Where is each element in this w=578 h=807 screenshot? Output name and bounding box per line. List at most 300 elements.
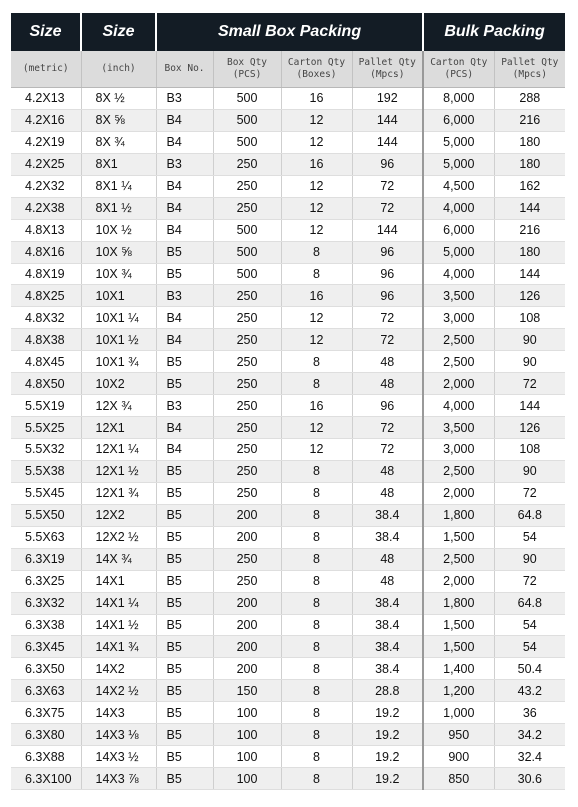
table-row: [11, 636, 565, 658]
carton-qty-cell: 16: [281, 153, 352, 175]
pallet-qty-bulk-cell: 126: [494, 285, 565, 307]
box-qty-cell: 500: [213, 131, 281, 153]
pallet-qty-bulk-cell: 43.2: [494, 680, 565, 702]
box-no-cell: B4: [156, 197, 213, 219]
pallet-qty-small-cell: 72: [352, 439, 423, 461]
pallet-qty-small-cell: 38.4: [352, 658, 423, 680]
box-no-cell: B3: [156, 153, 213, 175]
size-metric-cell: 5.5X38: [11, 460, 81, 482]
carton-qty-cell: 12: [281, 439, 352, 461]
carton-qty-cell: 12: [281, 109, 352, 131]
table-row: [11, 263, 565, 285]
box-no-cell: B5: [156, 548, 213, 570]
size-inch-cell: 12X1 ¾: [81, 482, 156, 504]
carton-qty-bulk-cell: 5,000: [423, 153, 494, 175]
size-metric-cell: 4.8X38: [11, 329, 81, 351]
size-metric-cell: 4.8X16: [11, 241, 81, 263]
box-no-cell: B3: [156, 285, 213, 307]
pallet-qty-small-cell: 96: [352, 285, 423, 307]
pallet-qty-bulk-cell: 36: [494, 702, 565, 724]
header-size-metric: Size: [11, 13, 81, 51]
carton-qty-cell: 16: [281, 285, 352, 307]
carton-qty-cell: 8: [281, 482, 352, 504]
box-qty-cell: 200: [213, 636, 281, 658]
box-no-cell: B5: [156, 263, 213, 285]
box-no-cell: B5: [156, 746, 213, 768]
table-row: [11, 395, 565, 417]
size-inch-cell: 12X1 ½: [81, 460, 156, 482]
carton-qty-cell: 8: [281, 680, 352, 702]
pallet-qty-bulk-cell: 180: [494, 153, 565, 175]
box-no-cell: B5: [156, 768, 213, 790]
box-qty-cell: 250: [213, 351, 281, 373]
carton-qty-bulk-cell: 900: [423, 746, 494, 768]
carton-qty-cell: 8: [281, 351, 352, 373]
box-qty-cell: 500: [213, 241, 281, 263]
carton-qty-bulk-cell: 6,000: [423, 109, 494, 131]
box-qty-cell: 500: [213, 219, 281, 241]
carton-qty-bulk-cell: 6,000: [423, 219, 494, 241]
subheader-carton-qty-bulk: [423, 51, 494, 88]
carton-qty-cell: 8: [281, 526, 352, 548]
pallet-qty-small-cell: 72: [352, 197, 423, 219]
carton-qty-bulk-cell: 3,000: [423, 307, 494, 329]
pallet-qty-small-cell: 19.2: [352, 746, 423, 768]
carton-qty-bulk-cell: 2,000: [423, 570, 494, 592]
box-no-cell: B5: [156, 614, 213, 636]
carton-qty-cell: 8: [281, 548, 352, 570]
pallet-qty-small-cell: 38.4: [352, 526, 423, 548]
pallet-qty-bulk-cell: 90: [494, 329, 565, 351]
size-inch-cell: 8X ½: [81, 88, 156, 110]
pallet-qty-bulk-cell: 50.4: [494, 658, 565, 680]
pallet-qty-small-cell: 38.4: [352, 614, 423, 636]
carton-qty-cell: 16: [281, 88, 352, 110]
table-row: [11, 680, 565, 702]
carton-qty-bulk-cell: 950: [423, 724, 494, 746]
carton-qty-bulk-cell: 1,000: [423, 702, 494, 724]
size-inch-cell: 8X1: [81, 153, 156, 175]
size-metric-cell: 6.3X19: [11, 548, 81, 570]
table-row: [11, 570, 565, 592]
size-metric-cell: 6.3X63: [11, 680, 81, 702]
box-no-cell: B5: [156, 724, 213, 746]
size-metric-cell: 6.3X75: [11, 702, 81, 724]
box-no-cell: B4: [156, 307, 213, 329]
box-no-cell: B4: [156, 329, 213, 351]
pallet-qty-small-cell: 38.4: [352, 504, 423, 526]
box-no-cell: B5: [156, 570, 213, 592]
box-qty-cell: 200: [213, 504, 281, 526]
pallet-qty-bulk-cell: 216: [494, 219, 565, 241]
box-qty-cell: 200: [213, 526, 281, 548]
size-metric-cell: 5.5X25: [11, 417, 81, 439]
pallet-qty-small-cell: 72: [352, 417, 423, 439]
box-no-cell: B5: [156, 351, 213, 373]
carton-qty-bulk-cell: 1,500: [423, 526, 494, 548]
carton-qty-cell: 12: [281, 307, 352, 329]
subheader-box-qty: [213, 51, 281, 88]
box-qty-cell: 150: [213, 680, 281, 702]
table-row: [11, 614, 565, 636]
carton-qty-bulk-cell: 3,500: [423, 285, 494, 307]
table-row: [11, 768, 565, 790]
carton-qty-bulk-cell: 1,500: [423, 636, 494, 658]
box-no-cell: B5: [156, 526, 213, 548]
pallet-qty-bulk-cell: 90: [494, 548, 565, 570]
pallet-qty-bulk-cell: 144: [494, 395, 565, 417]
pallet-qty-bulk-cell: 30.6: [494, 768, 565, 790]
carton-qty-bulk-cell: 4,000: [423, 263, 494, 285]
pallet-qty-bulk-cell: 54: [494, 614, 565, 636]
size-inch-cell: 12X2: [81, 504, 156, 526]
size-inch-cell: 8X ⅝: [81, 109, 156, 131]
box-no-cell: B5: [156, 373, 213, 395]
box-qty-cell: 500: [213, 109, 281, 131]
pallet-qty-bulk-cell: 54: [494, 636, 565, 658]
subheader-metric: (metric): [11, 51, 81, 88]
carton-qty-bulk-cell: 1,800: [423, 592, 494, 614]
pallet-qty-bulk-cell: 126: [494, 417, 565, 439]
box-no-cell: B5: [156, 460, 213, 482]
pallet-qty-bulk-cell: 32.4: [494, 746, 565, 768]
carton-qty-bulk-cell: 1,400: [423, 658, 494, 680]
box-no-cell: B4: [156, 417, 213, 439]
size-metric-cell: 4.2X16: [11, 109, 81, 131]
table-row: [11, 175, 565, 197]
pallet-qty-bulk-cell: 64.8: [494, 592, 565, 614]
table-row: [11, 88, 565, 110]
table-row: [11, 526, 565, 548]
subheader-pallet-qty-bulk-unit: (Mpcs): [512, 69, 547, 80]
pallet-qty-small-cell: 19.2: [352, 702, 423, 724]
box-qty-cell: 100: [213, 702, 281, 724]
carton-qty-cell: 8: [281, 241, 352, 263]
pallet-qty-bulk-cell: 144: [494, 263, 565, 285]
subheader-box-qty-unit: (PCS): [232, 69, 262, 80]
pallet-qty-small-cell: 48: [352, 548, 423, 570]
carton-qty-cell: 8: [281, 702, 352, 724]
size-metric-cell: 5.5X45: [11, 482, 81, 504]
size-metric-cell: 4.8X13: [11, 219, 81, 241]
carton-qty-bulk-cell: 2,500: [423, 351, 494, 373]
carton-qty-bulk-cell: 1,200: [423, 680, 494, 702]
carton-qty-bulk-cell: 5,000: [423, 241, 494, 263]
size-inch-cell: 10X1: [81, 285, 156, 307]
size-inch-cell: 8X1 ¼: [81, 175, 156, 197]
size-metric-cell: 4.2X38: [11, 197, 81, 219]
carton-qty-bulk-cell: 4,000: [423, 197, 494, 219]
box-qty-cell: 200: [213, 614, 281, 636]
table-row: [11, 439, 565, 461]
box-qty-cell: 250: [213, 417, 281, 439]
table-row: [11, 131, 565, 153]
box-qty-cell: 250: [213, 460, 281, 482]
carton-qty-bulk-cell: 4,500: [423, 175, 494, 197]
pallet-qty-bulk-cell: 34.2: [494, 724, 565, 746]
subheader-inch: (inch): [81, 51, 156, 88]
box-qty-cell: 250: [213, 329, 281, 351]
size-metric-cell: 5.5X32: [11, 439, 81, 461]
carton-qty-cell: 8: [281, 373, 352, 395]
size-inch-cell: 10X ½: [81, 219, 156, 241]
size-metric-cell: 6.3X100: [11, 768, 81, 790]
size-metric-cell: 6.3X45: [11, 636, 81, 658]
pallet-qty-small-cell: 96: [352, 241, 423, 263]
box-qty-cell: 250: [213, 175, 281, 197]
header-bulk-packing: Bulk Packing: [423, 13, 565, 51]
size-inch-cell: 10X1 ¾: [81, 351, 156, 373]
carton-qty-bulk-cell: 850: [423, 768, 494, 790]
pallet-qty-small-cell: 19.2: [352, 768, 423, 790]
pallet-qty-small-cell: 72: [352, 307, 423, 329]
table-row: [11, 307, 565, 329]
box-qty-cell: 100: [213, 746, 281, 768]
carton-qty-bulk-cell: 2,500: [423, 548, 494, 570]
size-inch-cell: 8X ¾: [81, 131, 156, 153]
pallet-qty-bulk-cell: 54: [494, 526, 565, 548]
packing-spec-table: [11, 13, 565, 790]
size-inch-cell: 10X2: [81, 373, 156, 395]
box-qty-cell: 250: [213, 285, 281, 307]
subheader-pallet-qty-small-label: Pallet Qty: [358, 57, 416, 68]
box-qty-cell: 500: [213, 88, 281, 110]
size-inch-cell: 12X ¾: [81, 395, 156, 417]
box-no-cell: B5: [156, 592, 213, 614]
carton-qty-cell: 8: [281, 614, 352, 636]
table-row: [11, 504, 565, 526]
subheader-carton-qty-bulk-label: Carton Qty: [430, 57, 488, 68]
table-row: [11, 702, 565, 724]
pallet-qty-bulk-cell: 216: [494, 109, 565, 131]
pallet-qty-small-cell: 72: [352, 175, 423, 197]
size-metric-cell: 6.3X38: [11, 614, 81, 636]
box-qty-cell: 500: [213, 263, 281, 285]
pallet-qty-bulk-cell: 144: [494, 197, 565, 219]
box-no-cell: B4: [156, 439, 213, 461]
pallet-qty-small-cell: 48: [352, 373, 423, 395]
table-row: [11, 329, 565, 351]
pallet-qty-bulk-cell: 90: [494, 460, 565, 482]
pallet-qty-small-cell: 96: [352, 263, 423, 285]
subheader-pallet-qty-bulk-label: Pallet Qty: [501, 57, 559, 68]
size-metric-cell: 6.3X32: [11, 592, 81, 614]
size-metric-cell: 4.8X45: [11, 351, 81, 373]
pallet-qty-bulk-cell: 90: [494, 351, 565, 373]
size-inch-cell: 12X1 ¼: [81, 439, 156, 461]
table-row: [11, 548, 565, 570]
table-row: [11, 746, 565, 768]
subheader-pallet-qty-small-unit: (Mpcs): [370, 69, 405, 80]
box-qty-cell: 100: [213, 724, 281, 746]
carton-qty-cell: 8: [281, 570, 352, 592]
carton-qty-bulk-cell: 1,500: [423, 614, 494, 636]
box-qty-cell: 250: [213, 395, 281, 417]
size-metric-cell: 4.2X25: [11, 153, 81, 175]
carton-qty-bulk-cell: 2,000: [423, 482, 494, 504]
size-inch-cell: 14X3 ⅞: [81, 768, 156, 790]
box-no-cell: B4: [156, 219, 213, 241]
table-row: [11, 658, 565, 680]
table-row: [11, 351, 565, 373]
pallet-qty-small-cell: 144: [352, 131, 423, 153]
carton-qty-bulk-cell: 2,000: [423, 373, 494, 395]
carton-qty-cell: 12: [281, 131, 352, 153]
carton-qty-cell: 12: [281, 329, 352, 351]
size-metric-cell: 6.3X25: [11, 570, 81, 592]
subheader-carton-qty: [281, 51, 352, 88]
size-metric-cell: 4.2X32: [11, 175, 81, 197]
pallet-qty-bulk-cell: 72: [494, 482, 565, 504]
pallet-qty-bulk-cell: 108: [494, 307, 565, 329]
carton-qty-cell: 8: [281, 460, 352, 482]
table-row: [11, 417, 565, 439]
table-row: [11, 109, 565, 131]
table-row: [11, 153, 565, 175]
box-no-cell: B5: [156, 658, 213, 680]
pallet-qty-bulk-cell: 72: [494, 570, 565, 592]
subheader-carton-qty-bulk-unit: (PCS): [444, 69, 474, 80]
size-metric-cell: 6.3X50: [11, 658, 81, 680]
subheader-pallet-qty-small: [352, 51, 423, 88]
carton-qty-bulk-cell: 4,000: [423, 395, 494, 417]
size-metric-cell: 5.5X50: [11, 504, 81, 526]
table-body: [11, 88, 565, 790]
table-row: [11, 219, 565, 241]
carton-qty-bulk-cell: 5,000: [423, 131, 494, 153]
pallet-qty-small-cell: 144: [352, 219, 423, 241]
size-inch-cell: 10X ¾: [81, 263, 156, 285]
table-row: [11, 241, 565, 263]
carton-qty-cell: 8: [281, 724, 352, 746]
subheader-carton-qty-label: Carton Qty: [287, 57, 346, 68]
box-qty-cell: 250: [213, 307, 281, 329]
header-row: [11, 13, 565, 51]
pallet-qty-bulk-cell: 162: [494, 175, 565, 197]
pallet-qty-small-cell: 19.2: [352, 724, 423, 746]
subheader-carton-qty-unit: (Boxes): [296, 69, 337, 80]
table-row: [11, 285, 565, 307]
carton-qty-cell: 8: [281, 658, 352, 680]
size-metric-cell: 4.2X13: [11, 88, 81, 110]
size-inch-cell: 14X3: [81, 702, 156, 724]
size-metric-cell: 4.8X19: [11, 263, 81, 285]
size-inch-cell: 8X1 ½: [81, 197, 156, 219]
box-qty-cell: 200: [213, 658, 281, 680]
pallet-qty-bulk-cell: 108: [494, 439, 565, 461]
size-inch-cell: 14X1 ¾: [81, 636, 156, 658]
table-row: [11, 197, 565, 219]
size-inch-cell: 10X ⅝: [81, 241, 156, 263]
size-inch-cell: 14X1 ½: [81, 614, 156, 636]
table-row: [11, 373, 565, 395]
size-inch-cell: 12X2 ½: [81, 526, 156, 548]
box-qty-cell: 250: [213, 373, 281, 395]
carton-qty-bulk-cell: 2,500: [423, 329, 494, 351]
size-metric-cell: 4.8X50: [11, 373, 81, 395]
size-inch-cell: 14X3 ⅛: [81, 724, 156, 746]
pallet-qty-small-cell: 96: [352, 395, 423, 417]
carton-qty-cell: 8: [281, 636, 352, 658]
pallet-qty-small-cell: 96: [352, 153, 423, 175]
size-inch-cell: 10X1 ¼: [81, 307, 156, 329]
pallet-qty-bulk-cell: 180: [494, 131, 565, 153]
size-inch-cell: 14X2: [81, 658, 156, 680]
subheader-box-no: Box No.: [156, 51, 213, 88]
pallet-qty-bulk-cell: 180: [494, 241, 565, 263]
carton-qty-cell: 12: [281, 175, 352, 197]
carton-qty-cell: 8: [281, 263, 352, 285]
subheader-row: [11, 51, 565, 88]
carton-qty-cell: 8: [281, 768, 352, 790]
size-inch-cell: 14X2 ½: [81, 680, 156, 702]
carton-qty-bulk-cell: 3,000: [423, 439, 494, 461]
carton-qty-cell: 8: [281, 504, 352, 526]
carton-qty-bulk-cell: 2,500: [423, 460, 494, 482]
table-row: [11, 724, 565, 746]
box-no-cell: B5: [156, 241, 213, 263]
box-no-cell: B5: [156, 636, 213, 658]
carton-qty-cell: 16: [281, 395, 352, 417]
size-inch-cell: 14X1: [81, 570, 156, 592]
box-no-cell: B3: [156, 395, 213, 417]
size-inch-cell: 14X1 ¼: [81, 592, 156, 614]
carton-qty-cell: 12: [281, 219, 352, 241]
box-qty-cell: 250: [213, 197, 281, 219]
box-qty-cell: 250: [213, 439, 281, 461]
box-qty-cell: 250: [213, 153, 281, 175]
size-metric-cell: 4.8X32: [11, 307, 81, 329]
size-metric-cell: 6.3X80: [11, 724, 81, 746]
box-qty-cell: 250: [213, 548, 281, 570]
size-metric-cell: 6.3X88: [11, 746, 81, 768]
table-row: [11, 482, 565, 504]
box-no-cell: B4: [156, 109, 213, 131]
carton-qty-bulk-cell: 3,500: [423, 417, 494, 439]
pallet-qty-small-cell: 48: [352, 460, 423, 482]
table-row: [11, 592, 565, 614]
box-qty-cell: 200: [213, 592, 281, 614]
pallet-qty-small-cell: 38.4: [352, 592, 423, 614]
header-small-box-packing: Small Box Packing: [156, 13, 423, 51]
size-metric-cell: 4.8X25: [11, 285, 81, 307]
box-qty-cell: 250: [213, 570, 281, 592]
pallet-qty-small-cell: 48: [352, 570, 423, 592]
carton-qty-cell: 8: [281, 746, 352, 768]
pallet-qty-bulk-cell: 72: [494, 373, 565, 395]
subheader-box-qty-label: Box Qty: [226, 57, 268, 68]
carton-qty-cell: 8: [281, 592, 352, 614]
subheader-pallet-qty-bulk: [494, 51, 565, 88]
pallet-qty-small-cell: 48: [352, 482, 423, 504]
carton-qty-bulk-cell: 1,800: [423, 504, 494, 526]
pallet-qty-small-cell: 72: [352, 329, 423, 351]
pallet-qty-small-cell: 192: [352, 88, 423, 110]
carton-qty-cell: 12: [281, 197, 352, 219]
box-qty-cell: 100: [213, 768, 281, 790]
size-metric-cell: 5.5X19: [11, 395, 81, 417]
size-inch-cell: 14X ¾: [81, 548, 156, 570]
pallet-qty-small-cell: 48: [352, 351, 423, 373]
pallet-qty-small-cell: 38.4: [352, 636, 423, 658]
box-no-cell: B5: [156, 680, 213, 702]
box-qty-cell: 250: [213, 482, 281, 504]
header-size-inch: Size: [81, 13, 156, 51]
pallet-qty-bulk-cell: 64.8: [494, 504, 565, 526]
box-no-cell: B4: [156, 131, 213, 153]
pallet-qty-small-cell: 144: [352, 109, 423, 131]
size-metric-cell: 5.5X63: [11, 526, 81, 548]
